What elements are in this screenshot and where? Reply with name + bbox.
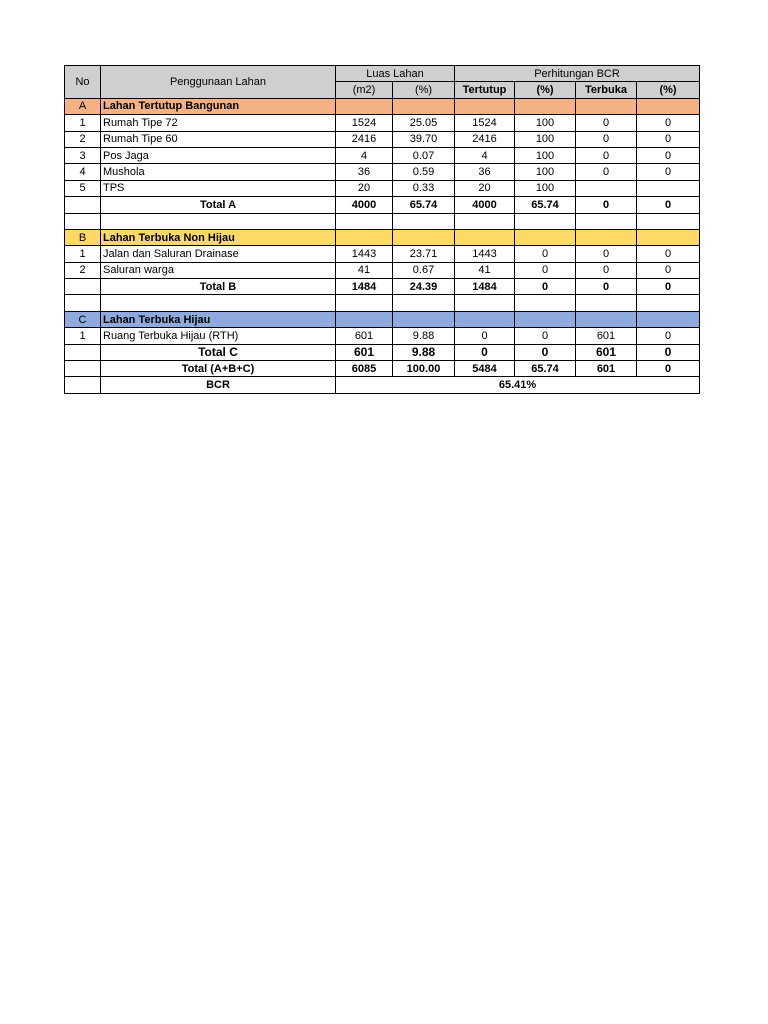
row-no: 3 bbox=[65, 147, 101, 163]
row-terbuka: 0 bbox=[576, 262, 637, 278]
table-row bbox=[65, 115, 700, 131]
section-c-header bbox=[65, 311, 700, 327]
total-pct: 24.39 bbox=[393, 279, 455, 295]
bcr-table bbox=[64, 65, 700, 394]
row-no: 2 bbox=[65, 131, 101, 147]
row-name: Jalan dan Saluran Drainase bbox=[101, 246, 336, 262]
row-m2: 4 bbox=[336, 147, 393, 163]
header-row-1 bbox=[65, 66, 700, 82]
total-terbuka: 0 bbox=[576, 279, 637, 295]
header-terbuka: Terbuka bbox=[576, 82, 637, 98]
row-tertutup: 41 bbox=[455, 262, 515, 278]
total-terbuka-pct: 0 bbox=[637, 344, 700, 360]
row-terbuka-pct: 0 bbox=[637, 164, 700, 180]
row-name: Pos Jaga bbox=[101, 147, 336, 163]
row-m2: 36 bbox=[336, 164, 393, 180]
total-tertutup: 1484 bbox=[455, 279, 515, 295]
row-terbuka-pct: 0 bbox=[637, 147, 700, 163]
total-label: Total B bbox=[101, 279, 336, 295]
grand-total-terbuka: 601 bbox=[576, 361, 637, 377]
row-tertutup-pct: 100 bbox=[515, 164, 576, 180]
row-tertutup-pct: 100 bbox=[515, 115, 576, 131]
header-pct-tertutup: (%) bbox=[515, 82, 576, 98]
row-terbuka: 601 bbox=[576, 328, 637, 344]
total-tertutup-pct: 0 bbox=[515, 279, 576, 295]
row-no: 4 bbox=[65, 164, 101, 180]
total-terbuka-pct: 0 bbox=[637, 197, 700, 213]
table-row bbox=[65, 180, 700, 196]
row-pct: 39.70 bbox=[393, 131, 455, 147]
row-terbuka-pct bbox=[637, 180, 700, 196]
total-tertutup-pct: 65.74 bbox=[515, 197, 576, 213]
row-tertutup: 2416 bbox=[455, 131, 515, 147]
section-code: B bbox=[65, 229, 101, 245]
total-m2: 601 bbox=[336, 344, 393, 360]
section-title: Lahan Tertutup Bangunan bbox=[101, 98, 336, 114]
total-m2: 4000 bbox=[336, 197, 393, 213]
total-m2: 1484 bbox=[336, 279, 393, 295]
header-perhitungan-bcr: Perhitungan BCR bbox=[455, 66, 700, 82]
row-pct: 23.71 bbox=[393, 246, 455, 262]
row-terbuka: 0 bbox=[576, 131, 637, 147]
row-terbuka: 0 bbox=[576, 115, 637, 131]
row-terbuka-pct: 0 bbox=[637, 246, 700, 262]
row-name: Rumah Tipe 72 bbox=[101, 115, 336, 131]
grand-total-tertutup-pct: 65.74 bbox=[515, 361, 576, 377]
table-row bbox=[65, 246, 700, 262]
total-pct: 65.74 bbox=[393, 197, 455, 213]
grand-total-m2: 6085 bbox=[336, 361, 393, 377]
spacer-row bbox=[65, 213, 700, 229]
row-tertutup: 36 bbox=[455, 164, 515, 180]
row-m2: 2416 bbox=[336, 131, 393, 147]
row-tertutup-pct: 0 bbox=[515, 262, 576, 278]
row-terbuka: 0 bbox=[576, 164, 637, 180]
row-tertutup-pct: 0 bbox=[515, 246, 576, 262]
row-tertutup-pct: 100 bbox=[515, 131, 576, 147]
table-row bbox=[65, 131, 700, 147]
row-pct: 9.88 bbox=[393, 328, 455, 344]
total-tertutup: 4000 bbox=[455, 197, 515, 213]
row-terbuka-pct: 0 bbox=[637, 328, 700, 344]
row-name: Saluran warga bbox=[101, 262, 336, 278]
total-label: Total C bbox=[101, 344, 336, 360]
row-tertutup: 4 bbox=[455, 147, 515, 163]
header-tertutup: Tertutup bbox=[455, 82, 515, 98]
row-name: TPS bbox=[101, 180, 336, 196]
row-no: 5 bbox=[65, 180, 101, 196]
row-pct: 25.05 bbox=[393, 115, 455, 131]
bcr-label: BCR bbox=[101, 377, 336, 393]
grand-total-label: Total (A+B+C) bbox=[101, 361, 336, 377]
table-row bbox=[65, 164, 700, 180]
total-c-row bbox=[65, 344, 700, 360]
header-luas-lahan: Luas Lahan bbox=[336, 66, 455, 82]
row-m2: 601 bbox=[336, 328, 393, 344]
total-tertutup: 0 bbox=[455, 344, 515, 360]
section-code: A bbox=[65, 98, 101, 114]
row-tertutup: 1443 bbox=[455, 246, 515, 262]
row-no: 2 bbox=[65, 262, 101, 278]
row-m2: 41 bbox=[336, 262, 393, 278]
row-terbuka-pct: 0 bbox=[637, 115, 700, 131]
bcr-row bbox=[65, 377, 700, 393]
row-terbuka bbox=[576, 180, 637, 196]
row-name: Ruang Terbuka Hijau (RTH) bbox=[101, 328, 336, 344]
row-no: 1 bbox=[65, 328, 101, 344]
row-tertutup-pct: 0 bbox=[515, 328, 576, 344]
section-b-header bbox=[65, 229, 700, 245]
row-m2: 20 bbox=[336, 180, 393, 196]
row-pct: 0.59 bbox=[393, 164, 455, 180]
header-penggunaan-lahan: Penggunaan Lahan bbox=[101, 66, 336, 99]
table-row bbox=[65, 328, 700, 344]
row-pct: 0.07 bbox=[393, 147, 455, 163]
grand-total-pct: 100.00 bbox=[393, 361, 455, 377]
row-tertutup-pct: 100 bbox=[515, 147, 576, 163]
total-terbuka: 601 bbox=[576, 344, 637, 360]
row-tertutup: 0 bbox=[455, 328, 515, 344]
grand-total-terbuka-pct: 0 bbox=[637, 361, 700, 377]
bcr-value: 65.41% bbox=[336, 377, 700, 393]
row-m2: 1443 bbox=[336, 246, 393, 262]
row-pct: 0.33 bbox=[393, 180, 455, 196]
row-name: Rumah Tipe 60 bbox=[101, 131, 336, 147]
section-code: C bbox=[65, 311, 101, 327]
total-terbuka: 0 bbox=[576, 197, 637, 213]
total-a-row bbox=[65, 197, 700, 213]
row-terbuka-pct: 0 bbox=[637, 262, 700, 278]
row-no: 1 bbox=[65, 246, 101, 262]
grand-total-row bbox=[65, 361, 700, 377]
header-no: No bbox=[65, 66, 101, 99]
header-pct-terbuka: (%) bbox=[637, 82, 700, 98]
total-pct: 9.88 bbox=[393, 344, 455, 360]
row-tertutup: 1524 bbox=[455, 115, 515, 131]
row-m2: 1524 bbox=[336, 115, 393, 131]
row-pct: 0.67 bbox=[393, 262, 455, 278]
section-a-header bbox=[65, 98, 700, 114]
row-name: Mushola bbox=[101, 164, 336, 180]
header-pct-luas: (%) bbox=[393, 82, 455, 98]
total-b-row bbox=[65, 279, 700, 295]
table-row bbox=[65, 262, 700, 278]
total-tertutup-pct: 0 bbox=[515, 344, 576, 360]
row-terbuka: 0 bbox=[576, 246, 637, 262]
total-terbuka-pct: 0 bbox=[637, 279, 700, 295]
header-m2: (m2) bbox=[336, 82, 393, 98]
table-row bbox=[65, 147, 700, 163]
row-tertutup-pct: 100 bbox=[515, 180, 576, 196]
grand-total-tertutup: 5484 bbox=[455, 361, 515, 377]
row-tertutup: 20 bbox=[455, 180, 515, 196]
row-no: 1 bbox=[65, 115, 101, 131]
row-terbuka: 0 bbox=[576, 147, 637, 163]
section-title: Lahan Terbuka Non Hijau bbox=[101, 229, 336, 245]
total-label: Total A bbox=[101, 197, 336, 213]
spacer-row bbox=[65, 295, 700, 311]
row-terbuka-pct: 0 bbox=[637, 131, 700, 147]
section-title: Lahan Terbuka Hijau bbox=[101, 311, 336, 327]
